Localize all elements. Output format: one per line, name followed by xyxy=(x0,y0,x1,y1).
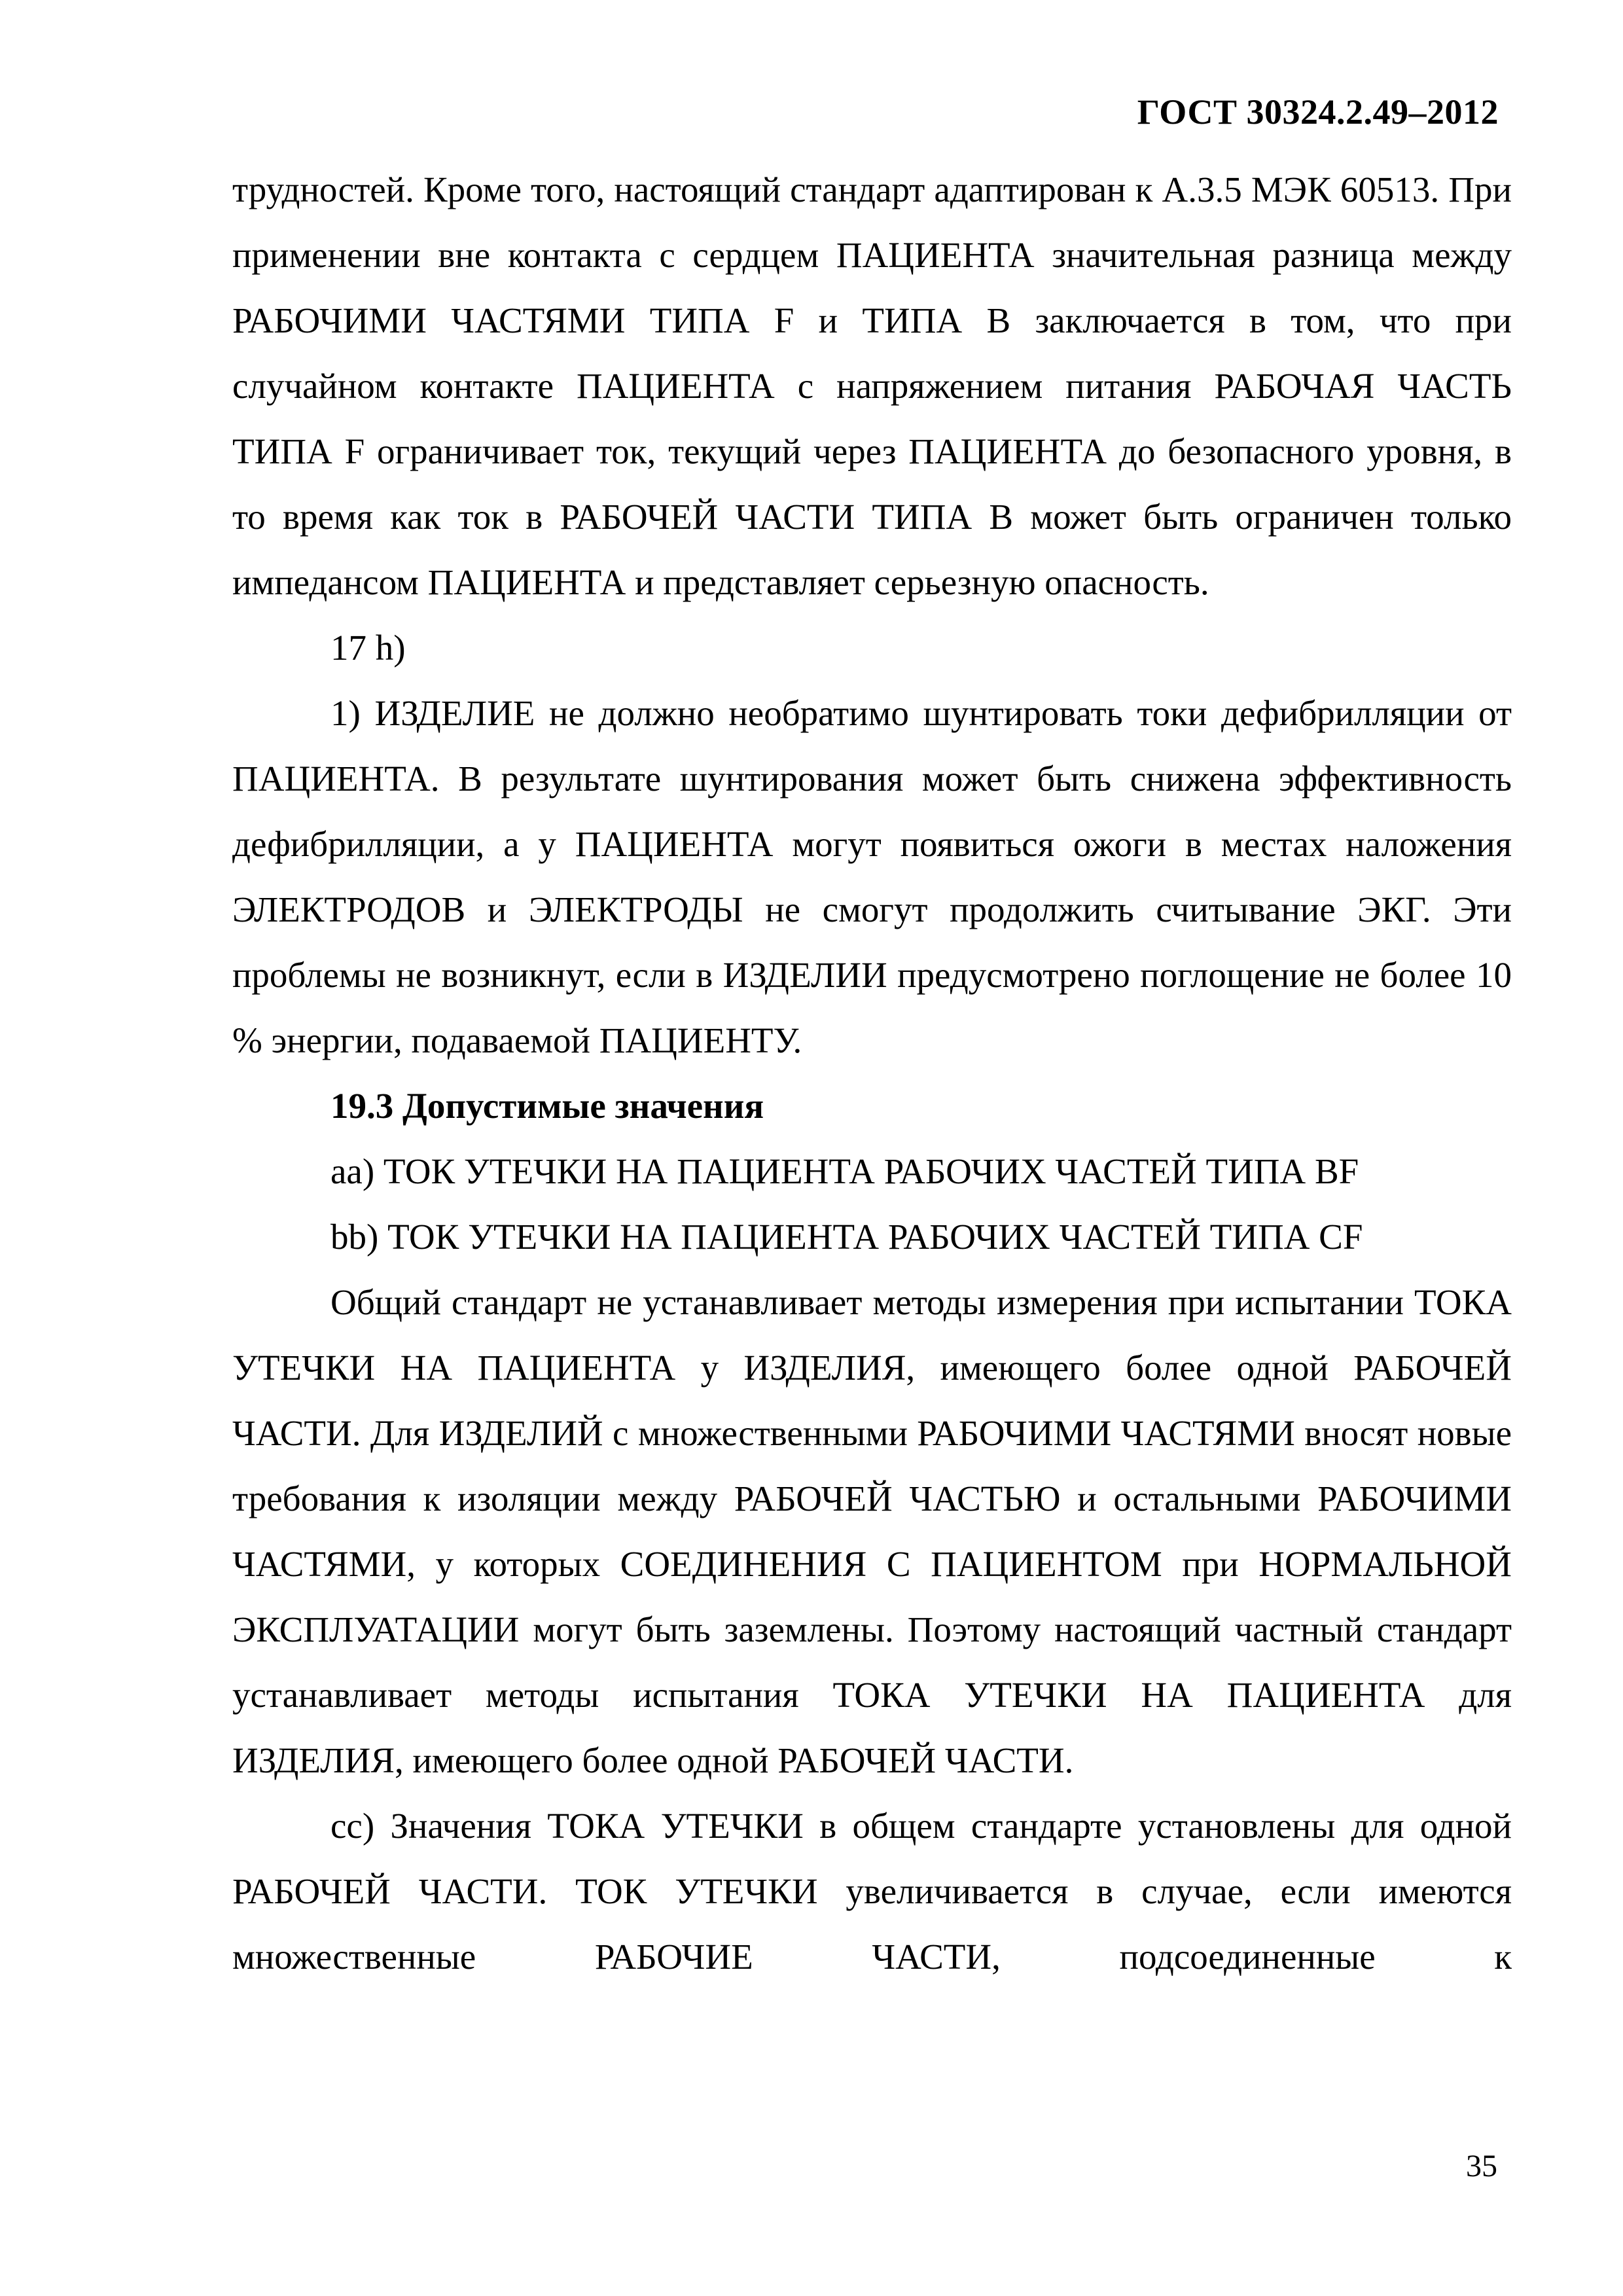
paragraph: сс) Значения ТОКА УТЕЧКИ в общем стандарте установлены для одной РАБОЧЕЙ ЧАСТИ. ТОК УТЕЧКИ увеличивается в случае, если имеются множественные РАБОЧИЕ ЧАСТИ, подсоединенные к xyxy=(232,1806,1512,1977)
section-heading: 19.3 Допустимые значения xyxy=(330,1086,764,1126)
paragraph: Общий стандарт не устанавливает методы измерения при испытании ТОКА УТЕЧКИ НА ПАЦИЕНТА у ИЗДЕЛИЯ, имеющего более одной РАБОЧЕЙ ЧАСТИ. Для ИЗДЕЛИЙ с множественными РАБОЧИМИ ЧАСТЯМИ вносят новые требования к изоляции между РАБОЧЕЙ ЧАСТЬЮ и остальными РАБОЧИМИ ЧАСТЯМИ, у которых СОЕДИНЕНИЯ С ПАЦИЕНТОМ при НОРМАЛЬНОЙ ЭКСПЛУАТАЦИИ могут быть заземлены. Поэтому настоящий частный стандарт устанавливает методы испытания ТОКА УТЕЧКИ НА ПАЦИЕНТА для ИЗДЕЛИЯ, имеющего более одной РАБОЧЕЙ ЧАСТИ. xyxy=(232,1282,1512,1780)
document-body xyxy=(232,157,1512,1990)
document-header: ГОСТ 30324.2.49–2012 xyxy=(1137,92,1499,132)
list-item: аа) ТОК УТЕЧКИ НА ПАЦИЕНТА РАБОЧИХ ЧАСТЕЙ ТИПА BF xyxy=(330,1151,1359,1191)
paragraph: трудностей. Кроме того, настоящий стандарт адаптирован к А.3.5 МЭК 60513. При применении вне контакта с сердцем ПАЦИЕНТА значительная разница между РАБОЧИМИ ЧАСТЯМИ ТИПА F и ТИПА В заключается в том, что при случайном контакте ПАЦИЕНТА с напряжением питания РАБОЧАЯ ЧАСТЬ ТИПА F ограничивает ток, текущий через ПАЦИЕНТА до безопасного уровня, в то время как ток в РАБОЧЕЙ ЧАСТИ ТИПА В может быть ограничен только импедансом ПАЦИЕНТА и представляет серьезную опасность. xyxy=(232,170,1512,602)
page-number: 35 xyxy=(1466,2149,1497,2183)
paragraph: 1) ИЗДЕЛИЕ не должно необратимо шунтировать токи дефибрилляции от ПАЦИЕНТА. В результате шунтирования может быть снижена эффективность дефибрилляции, а у ПАЦИЕНТА могут появиться ожоги в местах наложения ЭЛЕКТРОДОВ и ЭЛЕКТРОДЫ не смогут продолжить считывание ЭКГ. Эти проблемы не возникнут, если в ИЗДЕЛИИ предусмотрено поглощение не более 10 % энергии, подаваемой ПАЦИЕНТУ. xyxy=(232,693,1512,1060)
clause-number: 17 h) xyxy=(330,628,406,668)
list-item: bb) ТОК УТЕЧКИ НА ПАЦИЕНТА РАБОЧИХ ЧАСТЕЙ ТИПА CF xyxy=(330,1217,1363,1257)
